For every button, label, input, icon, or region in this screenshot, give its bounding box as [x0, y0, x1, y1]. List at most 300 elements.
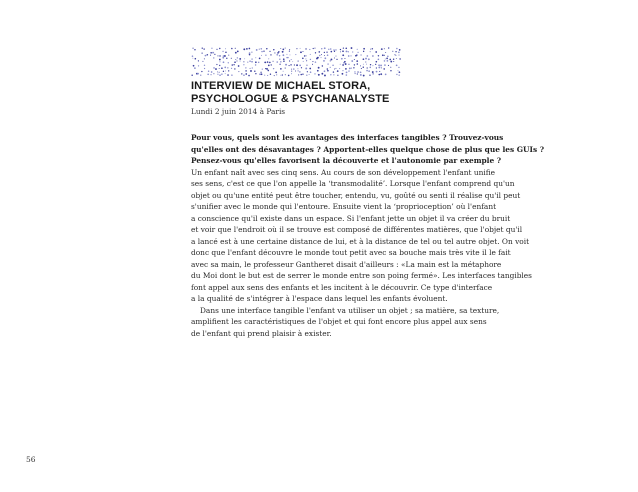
pattern-dot: [331, 51, 333, 53]
pattern-dot: [235, 59, 236, 60]
pattern-dot: [356, 54, 357, 55]
pattern-dot: [369, 75, 370, 76]
pattern-dot: [334, 51, 335, 52]
question-line: Pour vous, quels sont les avantages des interfaces tangibles ? Trouvez-vous: [191, 133, 504, 142]
answer-line: et voir que l'endroit où il se trouve est composé de différentes matières, que l'objet qu'il: [191, 225, 523, 234]
pattern-dot: [399, 49, 401, 51]
pattern-dot: [287, 57, 288, 58]
pattern-dot: [393, 61, 394, 62]
pattern-dot: [270, 74, 271, 75]
pattern-dot: [273, 61, 274, 62]
pattern-dot: [383, 68, 385, 70]
pattern-dot: [372, 55, 373, 56]
pattern-dot: [213, 73, 214, 74]
pattern-dot: [237, 57, 238, 58]
pattern-dot: [231, 74, 233, 76]
pattern-dot: [222, 57, 224, 59]
pattern-dot: [381, 48, 383, 50]
question-line: qu'elles ont des désavantages ? Apportent-elles quelque chose de plus que les GUIs ?: [191, 144, 545, 154]
pattern-dot: [337, 70, 339, 72]
pattern-dot: [208, 70, 209, 71]
pattern-dot: [327, 54, 329, 56]
pattern-dot: [239, 58, 241, 60]
pattern-dot: [399, 58, 400, 59]
pattern-dot: [355, 73, 356, 74]
pattern-dot: [319, 55, 320, 56]
pattern-dot: [279, 64, 280, 65]
pattern-dot: [283, 60, 285, 62]
pattern-dot: [274, 75, 275, 76]
pattern-dot: [261, 73, 263, 75]
pattern-dot: [306, 65, 307, 66]
pattern-dot: [280, 68, 282, 70]
pattern-dot: [252, 67, 253, 68]
pattern-dot: [378, 55, 379, 56]
pattern-dot: [271, 64, 272, 65]
pattern-dot: [378, 59, 380, 61]
pattern-dot: [210, 52, 212, 54]
pattern-dot: [240, 60, 241, 61]
pattern-dot: [399, 75, 400, 76]
pattern-dot: [378, 64, 380, 66]
pattern-dot: [201, 71, 202, 72]
pattern-dot: [357, 73, 358, 74]
pattern-dot: [211, 74, 212, 75]
pattern-dot: [366, 70, 368, 72]
pattern-dot: [368, 58, 370, 60]
pattern-dot: [228, 70, 229, 71]
pattern-dot: [283, 54, 285, 56]
pattern-dot: [214, 54, 215, 55]
pattern-dot: [261, 51, 262, 52]
pattern-dot: [223, 61, 225, 63]
pattern-dot: [323, 60, 325, 62]
pattern-dot: [267, 70, 269, 72]
pattern-dot: [306, 75, 307, 76]
pattern-dot: [321, 54, 322, 55]
pattern-dot: [327, 63, 328, 64]
pattern-dot: [390, 70, 391, 71]
pattern-dot: [204, 68, 205, 69]
pattern-dot: [309, 49, 310, 50]
pattern-dot: [289, 49, 290, 50]
pattern-dot: [354, 71, 355, 72]
pattern-dot: [225, 48, 226, 49]
pattern-dot: [289, 54, 290, 55]
pattern-dot: [198, 60, 199, 61]
pattern-dot: [217, 55, 218, 56]
pattern-dot: [298, 60, 299, 61]
pattern-dot: [351, 60, 353, 62]
pattern-dot: [348, 55, 350, 57]
pattern-dot: [233, 64, 234, 65]
pattern-dot: [192, 58, 193, 59]
pattern-dot: [266, 68, 268, 70]
pattern-dot: [219, 68, 220, 69]
pattern-dot: [234, 68, 235, 69]
pattern-dot: [354, 64, 355, 65]
pattern-dot: [340, 51, 341, 52]
pattern-dot: [212, 52, 214, 54]
pattern-dot: [244, 58, 245, 59]
pattern-dot: [243, 64, 244, 65]
pattern-dot: [280, 61, 281, 62]
pattern-dot: [357, 49, 358, 50]
pattern-dot: [365, 61, 366, 62]
pattern-dot: [345, 68, 347, 70]
pattern-dot: [193, 65, 195, 67]
pattern-dot: [224, 55, 226, 57]
pattern-dot: [245, 67, 246, 68]
pattern-dot: [349, 68, 351, 70]
pattern-dot: [384, 55, 385, 56]
pattern-dot: [395, 55, 396, 56]
pattern-dot: [303, 61, 304, 62]
pattern-dot: [363, 67, 364, 68]
pattern-dot: [324, 55, 325, 56]
pattern-dot: [292, 61, 293, 62]
pattern-dot: [274, 52, 275, 53]
pattern-dot: [223, 71, 224, 72]
pattern-dot: [375, 51, 377, 53]
heading-line-1: INTERVIEW DE MICHAEL STORA,: [191, 80, 371, 92]
pattern-dot: [291, 73, 292, 74]
pattern-dot: [344, 58, 345, 59]
pattern-dot: [307, 71, 308, 72]
pattern-dot: [313, 48, 314, 49]
pattern-dot: [295, 70, 296, 71]
pattern-dot: [194, 49, 195, 50]
pattern-dot: [279, 55, 280, 56]
pattern-dot: [380, 73, 382, 75]
pattern-dot: [318, 67, 320, 69]
pattern-dot: [273, 49, 274, 50]
pattern-dot: [268, 65, 270, 67]
answer-line: a conscience qu'il existe dans un espace. Si l'enfant jette un objet il va créer du bruit: [191, 213, 511, 223]
pattern-dot: [217, 71, 218, 72]
answer-line: ses sens, c'est ce que l'on appelle la ‘transmodalité’. Lorsque l'enfant comprend qu'un: [191, 179, 515, 188]
pattern-dot: [259, 58, 261, 60]
pattern-dot: [269, 51, 270, 52]
pattern-dot: [360, 74, 362, 76]
pattern-dot: [332, 65, 334, 67]
pattern-dot: [225, 70, 226, 71]
pattern-dot: [350, 55, 351, 56]
pattern-dot: [361, 54, 362, 55]
pattern-dot: [393, 59, 394, 60]
answer-line: du Moi dont le but est de serrer le monde entre son poing fermé». Les interfaces tangibles: [191, 271, 532, 280]
pattern-dot: [291, 59, 292, 60]
pattern-dot: [255, 73, 256, 74]
pattern-dot: [375, 64, 376, 65]
pattern-dot: [384, 64, 386, 66]
pattern-dot: [388, 47, 389, 48]
pattern-dot: [300, 74, 302, 76]
pattern-dot: [305, 68, 307, 70]
pattern-dot: [305, 48, 306, 49]
pattern-dot: [348, 64, 349, 65]
pattern-dot: [333, 49, 335, 51]
pattern-dot: [249, 48, 251, 50]
pattern-dot: [249, 52, 251, 54]
answer-line: de l'enfant qui prend plaisir à exister.: [191, 328, 332, 338]
pattern-dot: [333, 71, 334, 72]
pattern-dot: [345, 48, 347, 50]
pattern-dot: [256, 49, 258, 51]
pattern-dot: [357, 52, 358, 53]
pattern-dot: [194, 67, 196, 69]
pattern-dot: [389, 59, 391, 61]
pattern-dot: [269, 62, 271, 64]
answer-line: font appel aux sens des enfants et les incitent à le découvrir. Ce type d'interface: [191, 282, 493, 292]
pattern-dot: [192, 48, 193, 49]
pattern-dot: [372, 73, 373, 74]
pattern-dot: [273, 68, 274, 69]
pattern-dot: [315, 52, 316, 53]
pattern-dot: [265, 55, 266, 56]
pattern-dot: [202, 53, 203, 54]
pattern-dot: [301, 67, 302, 68]
pattern-dot: [361, 68, 362, 69]
pattern-dot: [286, 54, 287, 55]
pattern-dot: [396, 58, 397, 59]
pattern-dot: [310, 71, 312, 73]
pattern-dot: [280, 75, 281, 76]
pattern-dot: [285, 74, 286, 75]
pattern-dot: [343, 47, 344, 48]
pattern-dot: [324, 57, 326, 59]
pattern-dot: [275, 71, 277, 73]
pattern-dot: [340, 64, 341, 65]
pattern-dot: [330, 74, 331, 75]
pattern-dot: [235, 52, 237, 54]
pattern-dot: [305, 55, 306, 56]
pattern-dot: [312, 61, 313, 62]
pattern-dot: [386, 58, 388, 60]
pattern-dot: [324, 52, 325, 53]
pattern-dot: [243, 74, 245, 76]
pattern-dot: [388, 65, 389, 66]
pattern-dot: [297, 68, 298, 69]
pattern-dot: [370, 49, 371, 50]
pattern-dot: [395, 51, 396, 52]
pattern-dot: [241, 73, 242, 74]
answer-line: amplifient les caractéristiques de l'objet et qui font encore plus appel aux sens: [191, 317, 487, 326]
pattern-dot: [260, 72, 261, 73]
pattern-dot: [255, 57, 256, 58]
pattern-dot: [285, 48, 286, 49]
pattern-dot: [351, 47, 353, 49]
pattern-dot: [340, 49, 341, 50]
pattern-dot: [300, 51, 302, 53]
pattern-dot: [215, 68, 217, 70]
pattern-dot: [219, 48, 220, 49]
pattern-dot: [236, 60, 237, 61]
pattern-dot: [334, 58, 335, 59]
pattern-dot: [363, 48, 365, 50]
pattern-dot: [288, 65, 289, 66]
pattern-dot: [207, 54, 209, 56]
pattern-dot: [192, 55, 194, 57]
pattern-dot: [321, 48, 322, 49]
answer-line: donc que l'enfant découvre le monde tout petit avec sa bouche mais très vite il le fait: [191, 248, 511, 257]
pattern-dot: [294, 64, 295, 65]
pattern-dot: [327, 70, 329, 72]
pattern-dot: [336, 56, 337, 57]
pattern-dot: [259, 73, 261, 75]
pattern-dot: [297, 70, 298, 71]
pattern-dot: [282, 74, 283, 75]
interview-date: Lundi 2 juin 2014 à Paris: [191, 107, 286, 116]
pattern-dot: [210, 55, 211, 56]
pattern-dot: [327, 68, 329, 70]
pattern-dot: [197, 73, 199, 75]
pattern-dot: [304, 55, 305, 56]
answer-line: a la qualité de s'intégrer à l'espace dans lequel les enfants évoluent.: [191, 294, 448, 303]
pattern-dot: [324, 75, 326, 77]
pattern-dot: [376, 61, 378, 63]
pattern-dot: [314, 48, 315, 49]
answer-line: avec sa main, le professeur Gantheret disait d'ailleurs : «La main est la métaphore: [191, 259, 502, 269]
answer-line: s'unifier avec le monde qui l'entoure. Ensuite vient la ‘proprioception’ où l'enfant: [191, 202, 497, 211]
pattern-dot: [339, 68, 340, 69]
pattern-dot: [237, 50, 239, 52]
pattern-dot: [385, 74, 387, 76]
pattern-dot: [285, 64, 287, 66]
pattern-dot: [276, 74, 277, 75]
interview-heading: [191, 80, 390, 106]
pattern-dot: [302, 74, 303, 75]
pattern-dot: [385, 59, 386, 60]
pattern-dot: [390, 61, 392, 63]
pattern-dot: [321, 73, 323, 75]
pattern-dot: [331, 59, 333, 61]
pattern-dot: [378, 66, 380, 68]
pattern-dot: [219, 59, 221, 61]
pattern-dot: [363, 51, 364, 52]
pattern-dot: [317, 70, 319, 72]
pattern-dot: [228, 62, 229, 63]
pattern-dot: [378, 74, 380, 76]
pattern-dot: [317, 57, 319, 59]
pattern-dot: [357, 71, 358, 72]
pattern-dot: [288, 75, 290, 77]
pattern-dot: [221, 67, 223, 69]
pattern-dot: [248, 75, 250, 77]
pattern-dot: [245, 73, 247, 75]
pattern-dot: [295, 54, 296, 55]
pattern-dot: [254, 71, 255, 72]
pattern-dot: [270, 54, 271, 55]
pattern-dot: [243, 48, 245, 50]
pattern-dot: [333, 74, 334, 75]
pattern-dot: [318, 74, 320, 76]
pattern-dot: [309, 68, 311, 70]
pattern-dot: [259, 49, 260, 50]
pattern-dot: [322, 65, 323, 66]
pattern-dot: [330, 48, 332, 50]
pattern-dot: [370, 64, 371, 65]
pattern-dot: [207, 73, 209, 75]
pattern-dot: [255, 64, 256, 65]
pattern-dot: [226, 58, 227, 59]
pattern-dot: [346, 74, 348, 76]
pattern-dot: [379, 71, 380, 72]
pattern-dot: [289, 60, 290, 61]
pattern-dot: [258, 62, 259, 63]
pattern-dot: [306, 60, 307, 61]
pattern-dot: [262, 68, 263, 69]
pattern-dot: [213, 57, 214, 58]
pattern-dot: [320, 57, 321, 58]
pattern-dot: [342, 64, 344, 66]
pattern-dot: [354, 59, 355, 60]
pattern-dot: [249, 60, 251, 62]
pattern-dot: [370, 51, 371, 52]
pattern-dot: [360, 71, 362, 73]
pattern-dot: [276, 61, 278, 63]
answer-line: a lancé est à une certaine distance de lui, et à la distance de tel ou tel autre objet. On voit: [191, 236, 530, 246]
pattern-dot: [346, 71, 348, 73]
answer-line: Dans une interface tangible l'enfant va utiliser un objet ; sa matière, sa texture,: [200, 305, 500, 315]
pattern-dot: [312, 64, 313, 65]
pattern-dot: [238, 71, 239, 72]
pattern-dot: [396, 48, 398, 50]
pattern-dot: [290, 64, 291, 65]
pattern-dot: [344, 61, 346, 63]
pattern-dot: [365, 58, 367, 60]
pattern-dot: [351, 68, 352, 69]
pattern-dot: [341, 58, 343, 60]
pattern-dot: [267, 75, 268, 76]
pattern-dot: [204, 58, 205, 59]
pattern-dot: [387, 60, 389, 62]
pattern-dot: [228, 55, 229, 56]
pattern-dot: [264, 61, 266, 63]
pattern-dot: [363, 58, 365, 60]
pattern-dot: [260, 48, 262, 50]
pattern-dot: [249, 54, 251, 56]
pattern-dot: [216, 64, 217, 65]
pattern-dot: [326, 52, 327, 53]
pattern-dot: [342, 50, 344, 52]
pattern-dot: [300, 48, 301, 49]
pattern-dot: [261, 55, 262, 56]
pattern-dot: [211, 71, 213, 73]
pattern-dot: [387, 55, 389, 57]
pattern-dot: [376, 71, 378, 73]
pattern-dot: [382, 54, 384, 56]
pattern-dot: [324, 70, 326, 72]
pattern-dot: [219, 61, 220, 62]
pattern-dot: [246, 48, 248, 50]
answer-line: Un enfant naît avec ses cinq sens. Au cours de son développement l'enfant unifie: [191, 167, 496, 177]
pattern-dot: [356, 60, 358, 62]
pattern-dot: [353, 67, 354, 68]
pattern-dot: [283, 71, 284, 72]
pattern-dot: [247, 62, 248, 63]
pattern-dot: [330, 67, 331, 68]
pattern-dot: [368, 70, 369, 71]
pattern-dot: [291, 69, 292, 70]
pattern-dot: [310, 54, 311, 55]
pattern-dot: [348, 51, 349, 52]
pattern-dot: [299, 71, 300, 72]
pattern-dot: [310, 59, 311, 60]
pattern-dot: [318, 51, 320, 53]
pattern-dot: [245, 70, 247, 72]
pattern-dot: [219, 72, 220, 73]
